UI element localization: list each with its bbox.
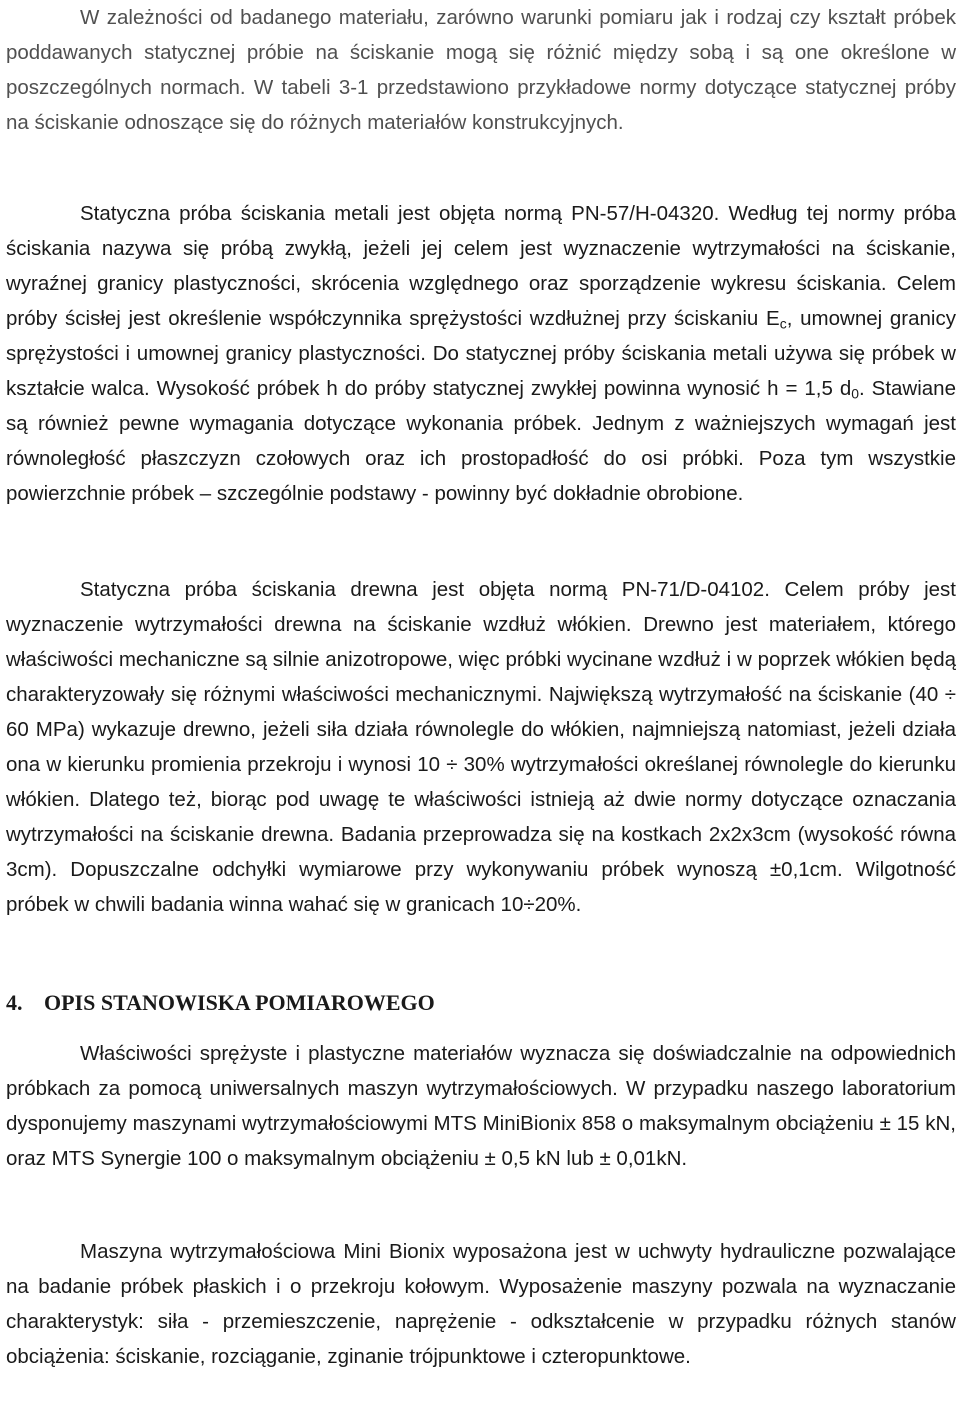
paragraph-testing-machines: Właściwości sprężyste i plastyczne materiałów wyznacza się doświadczalnie na odpowiednich próbkach za pomocą uniwersalnych maszyn wytrzymałościowych. W przypadku naszego laboratorium dysponujemy maszynami wytrzymałościowymi MTS MiniBionix 858 o maksymalnym obciążeniu ± 15 kN, oraz MTS Synergie 100 o maksymalnym obciążeniu ± 0,5 kN lub ± 0,01kN.: [6, 1042, 956, 1170]
section-heading: [6, 985, 435, 1021]
paragraph-metal-compression: [6, 196, 956, 511]
metal-text-part-3: . Stawiane są również pewne wymagania dotyczące wykonania próbek. Jednym z ważniejszych wymagań jest równoległość płaszczyzn czołowych oraz ich prostopadłość do osi próbki. Poza tym wszystkie powierzchnie próbek – szczególnie podstawy - powinny być dokładnie obrobione.: [6, 377, 956, 505]
metal-text-part-1: Statyczna próba ściskania metali jest objęta normą PN-57/H-04320. Według tej normy próba ściskania nazywa się próbą zwykłą, jeżeli jej celem jest wyznaczenie wytrzymałości na ściskanie, wyraźnej granicy plastyczności, skrócenia względnego oraz sporządzenie wykresu ściskania. Celem próby ścisłej jest określenie współczynnika sprężystości wzdłużnej przy ściskaniu E: [6, 202, 956, 330]
paragraph-wood-compression: Statyczna próba ściskania drewna jest objęta normą PN-71/D-04102. Celem próby jest wyznaczenie wytrzymałości drewna na ściskanie wzdłuż włókien. Drewno jest materiałem, którego właściwości mechaniczne są silnie anizotropowe, więc próbki wycinane wzdłuż i w poprzek włókien będą charakteryzowały się różnymi właściwości mechanicznymi. Największą wytrzymałość na ściskanie (40 ÷ 60 MPa) wykazuje drewno, jeżeli siła działa równolegle do włókien, najmniejszą natomiast, jeżeli działa ona w kierunku promienia przekroju i wynosi 10 ÷ 30% wytrzymałości określanej równolegle do kierunku włókien. Dlatego też, biorąc pod uwagę te właściwości istnieją aż dwie normy dotyczące oznaczania wytrzymałości na ściskanie drewna. Badania przeprowadza się na kostkach 2x2x3cm (wysokość równa 3cm). Dopuszczalne odchyłki wymiarowe przy wykonywaniu próbek wynoszą ±0,1cm. Wilgotność próbek w chwili badania winna wahać się w granicach 10÷20%.: [6, 578, 956, 916]
paragraph-minibionix: Maszyna wytrzymałościowa Mini Bionix wyposażona jest w uchwyty hydrauliczne pozwalające na badanie próbek płaskich i o przekroju kołowym. Wyposażenie maszyny pozwala na wyznaczanie charakterystyk: siła - przemieszczenie, naprężenie - odkształcenie w przypadku różnych stanów obciążenia: ściskanie, rozciąganie, zginanie trójpunktowe i czteropunktowe.: [6, 1240, 956, 1368]
metal-text-part-2: , umownej granicy sprężystości i umownej granicy plastyczności. Do statycznej próby ściskania metali używa się próbek w kształcie walca. Wysokość próbek h do próby statycznej zwykłej powinna wynosić h = 1,5 d: [6, 307, 956, 400]
subscript-0: 0: [851, 385, 859, 402]
section-title: OPIS STANOWISKA POMIAROWEGO: [44, 990, 435, 1015]
section-number: 4.: [6, 990, 23, 1015]
paragraph-norms-intro: W zależności od badanego materiału, zarówno warunki pomiaru jak i rodzaj czy kształt próbek poddawanych statycznej próbie na ściskanie mogą się różnić między sobą i są one określone w poszczególnych normach. W tabeli 3-1 przedstawiono przykładowe normy dotyczące statycznej próby na ściskanie odnoszące się do różnych materiałów konstrukcyjnych.: [6, 6, 956, 134]
subscript-c: c: [779, 315, 787, 332]
